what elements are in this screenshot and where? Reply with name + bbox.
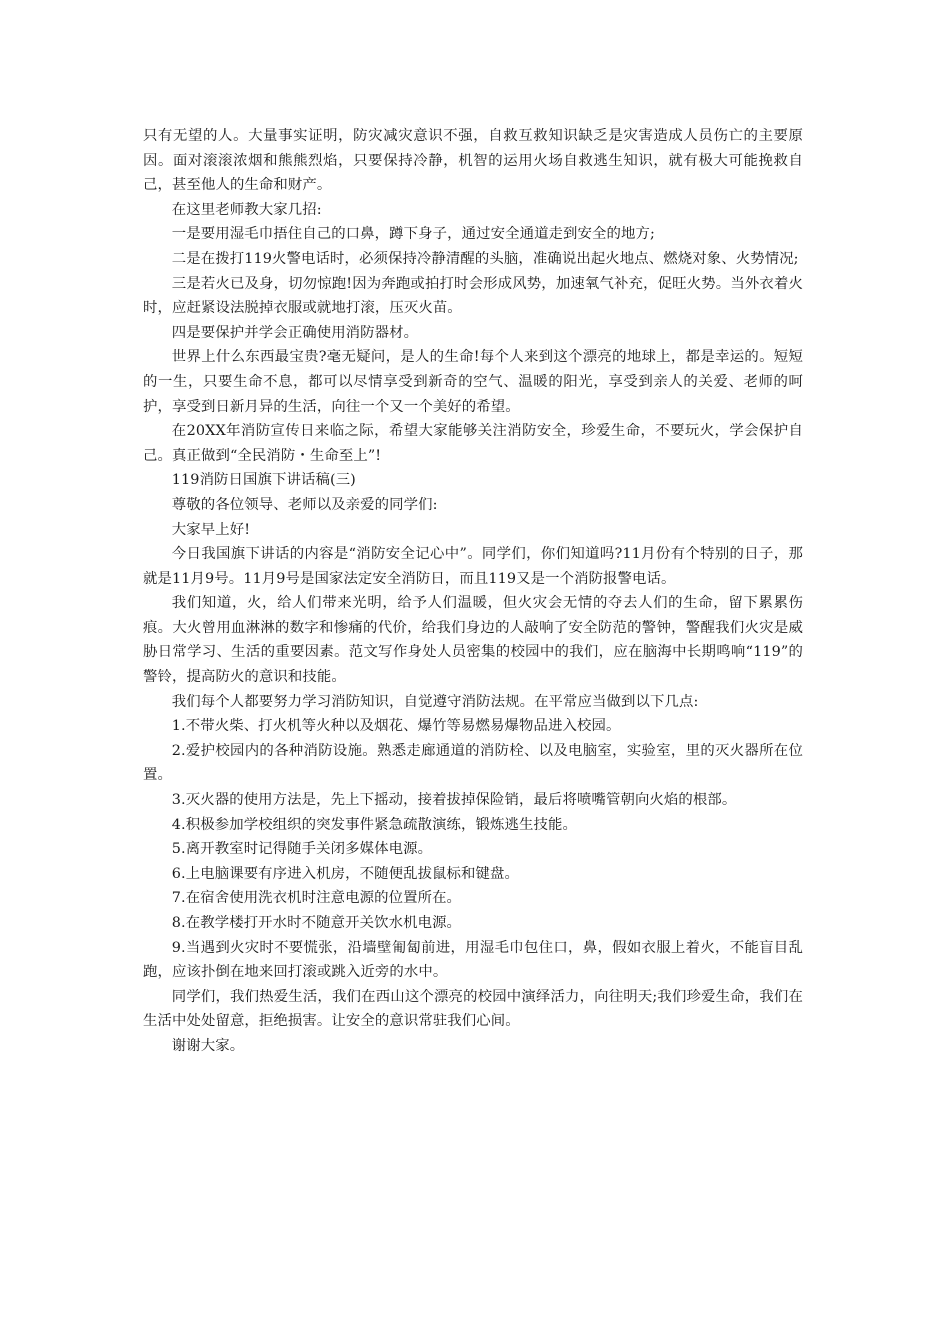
paragraph-life-precious: 世界上什么东西最宝贵?毫无疑问，是人的生命!每个人来到这个漂亮的地球上，都是幸运的。短短的一生，只要生命不息，都可以尽情享受到新奇的空气、温暖的阳光，享受到亲人的关爱、老师的呵护，享受到日新月异的生活，向往一个又一个美好的希望。 — [143, 349, 803, 415]
list-item-rule-3: 3.灭火器的使用方法是，先上下摇动，接着拔掉保险销，最后将喷嘴管朝向火焰的根部。 — [171, 792, 737, 809]
paragraph-speech-topic: 今日我国旗下讲话的内容是“消防安全记心中”。同学们，你们知道吗?11月份有个特别的日子，那就是11月9号。11月9号是国家法定安全消防日，而且119又是一个消防报警电话。 — [143, 546, 803, 587]
list-item-rule-7: 7.在宿舍使用洗衣机时注意电源的位置所在。 — [171, 890, 462, 907]
paragraph-tip-two: 二是在拨打119火警电话时，必须保持冷静清醒的头脑，准确说出起火地点、燃烧对象、火势情况; — [171, 250, 799, 267]
list-item-rule-4: 4.积极参加学校组织的突发事件紧急疏散演练，锻炼逃生技能。 — [171, 816, 577, 833]
list-item-rule-1: 1.不带火柴、打火机等火种以及烟花、爆竹等易燃易爆物品进入校园。 — [171, 718, 621, 735]
section-title-speech-three: 119消防日国旗下讲话稿(三) — [171, 472, 356, 489]
paragraph-tip-four: 四是要保护并学会正确使用消防器材。 — [171, 324, 419, 341]
paragraph-greeting: 大家早上好! — [171, 521, 251, 538]
paragraph-teacher-tips-intro: 在这里老师教大家几招: — [171, 201, 322, 218]
list-item-rule-9: 9.当遇到火灾时不要慌张，沿墙壁匍匐前进，用湿毛巾包住口，鼻，假如衣服上着火，不能盲目乱跑，应该扑倒在地来回打滚或跳入近旁的水中。 — [143, 939, 803, 981]
paragraph-fire-day-wish: 在20XX年消防宣传日来临之际，希望大家能够关注消防安全，珍爱生命，不要玩火，学会保护自己。真正做到“全民消防・生命至上”! — [143, 423, 803, 464]
paragraph-continued-intro: 只有无望的人。大量事实证明，防灾减灾意识不强，自救互救知识缺乏是灾害造成人员伤亡的主要原因。面对滚滚浓烟和熊熊烈焰，只要保持冷静，机智的运用火场自救逃生知识，就有极大可能挽救自己，甚至他人的生命和财产。 — [143, 128, 803, 194]
list-item-rule-8: 8.在教学楼打开水时不随意开关饮水机电源。 — [171, 915, 462, 931]
list-item-rule-5: 5.离开教室时记得随手关闭多媒体电源。 — [171, 841, 433, 858]
paragraph-salutation: 尊敬的各位领导、老师以及亲爱的同学们: — [171, 496, 438, 513]
list-item-rule-2: 2.爱护校园内的各种消防设施。熟悉走廊通道的消防栓、以及电脑室，实验室，里的灭火器所在位置。 — [143, 742, 803, 784]
document-page — [143, 124, 803, 1059]
paragraph-fire-danger: 我们知道，火，给人们带来光明，给予人们温暖，但火灾会无情的夺去人们的生命，留下累累伤痕。大火曾用血淋淋的数字和惨痛的代价，给我们身边的人敲响了安全防范的警钟，警醒我们火灾是威胁日常学习、生活的重要因素。范文写作身处人员密集的校园中的我们，应在脑海中长期鸣响“119”的警铃，提高防火的意识和技能。 — [143, 595, 803, 686]
paragraph-rules-intro: 我们每个人都要努力学习消防知识，自觉遵守消防法规。在平常应当做到以下几点: — [171, 693, 699, 710]
list-item-rule-6: 6.上电脑课要有序进入机房，不随便乱拔鼠标和键盘。 — [171, 865, 520, 882]
paragraph-tip-three: 三是若火已及身，切勿惊跑!因为奔跑或拍打时会形成风势，加速氧气补充，促旺火势。当外衣着火时，应赶紧设法脱掉衣服或就地打滚，压灭火苗。 — [143, 275, 803, 317]
paragraph-closing: 同学们，我们热爱生活，我们在西山这个漂亮的校园中演绎活力，向往明天;我们珍爱生命，我们在生活中处处留意，拒绝损害。让安全的意识常驻我们心间。 — [143, 988, 803, 1030]
paragraph-tip-one: 一是要用湿毛巾捂住自己的口鼻，蹲下身子，通过安全通道走到安全的地方; — [171, 226, 655, 243]
paragraph-thanks: 谢谢大家。 — [171, 1037, 245, 1054]
